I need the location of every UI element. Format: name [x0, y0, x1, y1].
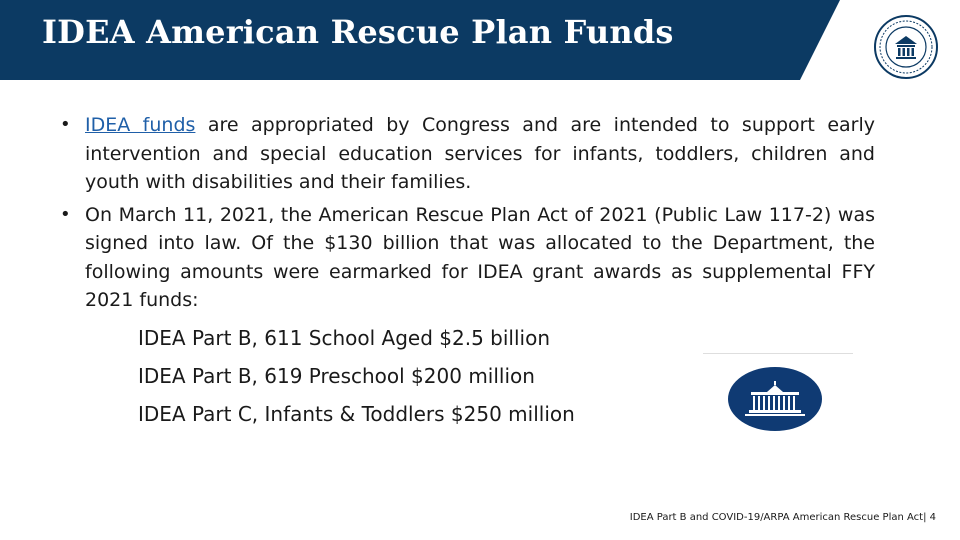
bullet-point-icon: • [60, 114, 71, 135]
idea-funds-link[interactable]: IDEA funds [85, 114, 196, 136]
white-house-icon [727, 366, 823, 432]
divider [703, 353, 853, 354]
bullet-text: On March 11, 2021, the American Rescue Plan Act of 2021 (Public Law 117-2) was signed into law. Of the $130 billion that was allocated to the Department, the following amounts were earmarked for IDEA grant awards as supplemental FFY 2021 funds: [85, 203, 875, 311]
allocation-item: IDEA Part B, 611 School Aged $2.5 billion [138, 325, 550, 350]
allocation-item: IDEA Part C, Infants & Toddlers $250 million [138, 401, 575, 426]
department-seal-icon [873, 14, 939, 80]
allocation-item: IDEA Part B, 619 Preschool $200 million [138, 363, 535, 388]
bullet-rescue-plan [60, 201, 875, 315]
bullet-idea-funds [60, 111, 875, 197]
slide-title: IDEA American Rescue Plan Funds [42, 13, 674, 51]
bullet-text: are appropriated by Congress and are intended to support early intervention and special education services for infants, toddlers, children and youth with disabilities and their families. [85, 114, 875, 193]
slide-footer: IDEA Part B and COVID-19/ARPA American Rescue Plan Act| 4 [629, 512, 936, 523]
bullet-point-icon: • [60, 203, 71, 225]
